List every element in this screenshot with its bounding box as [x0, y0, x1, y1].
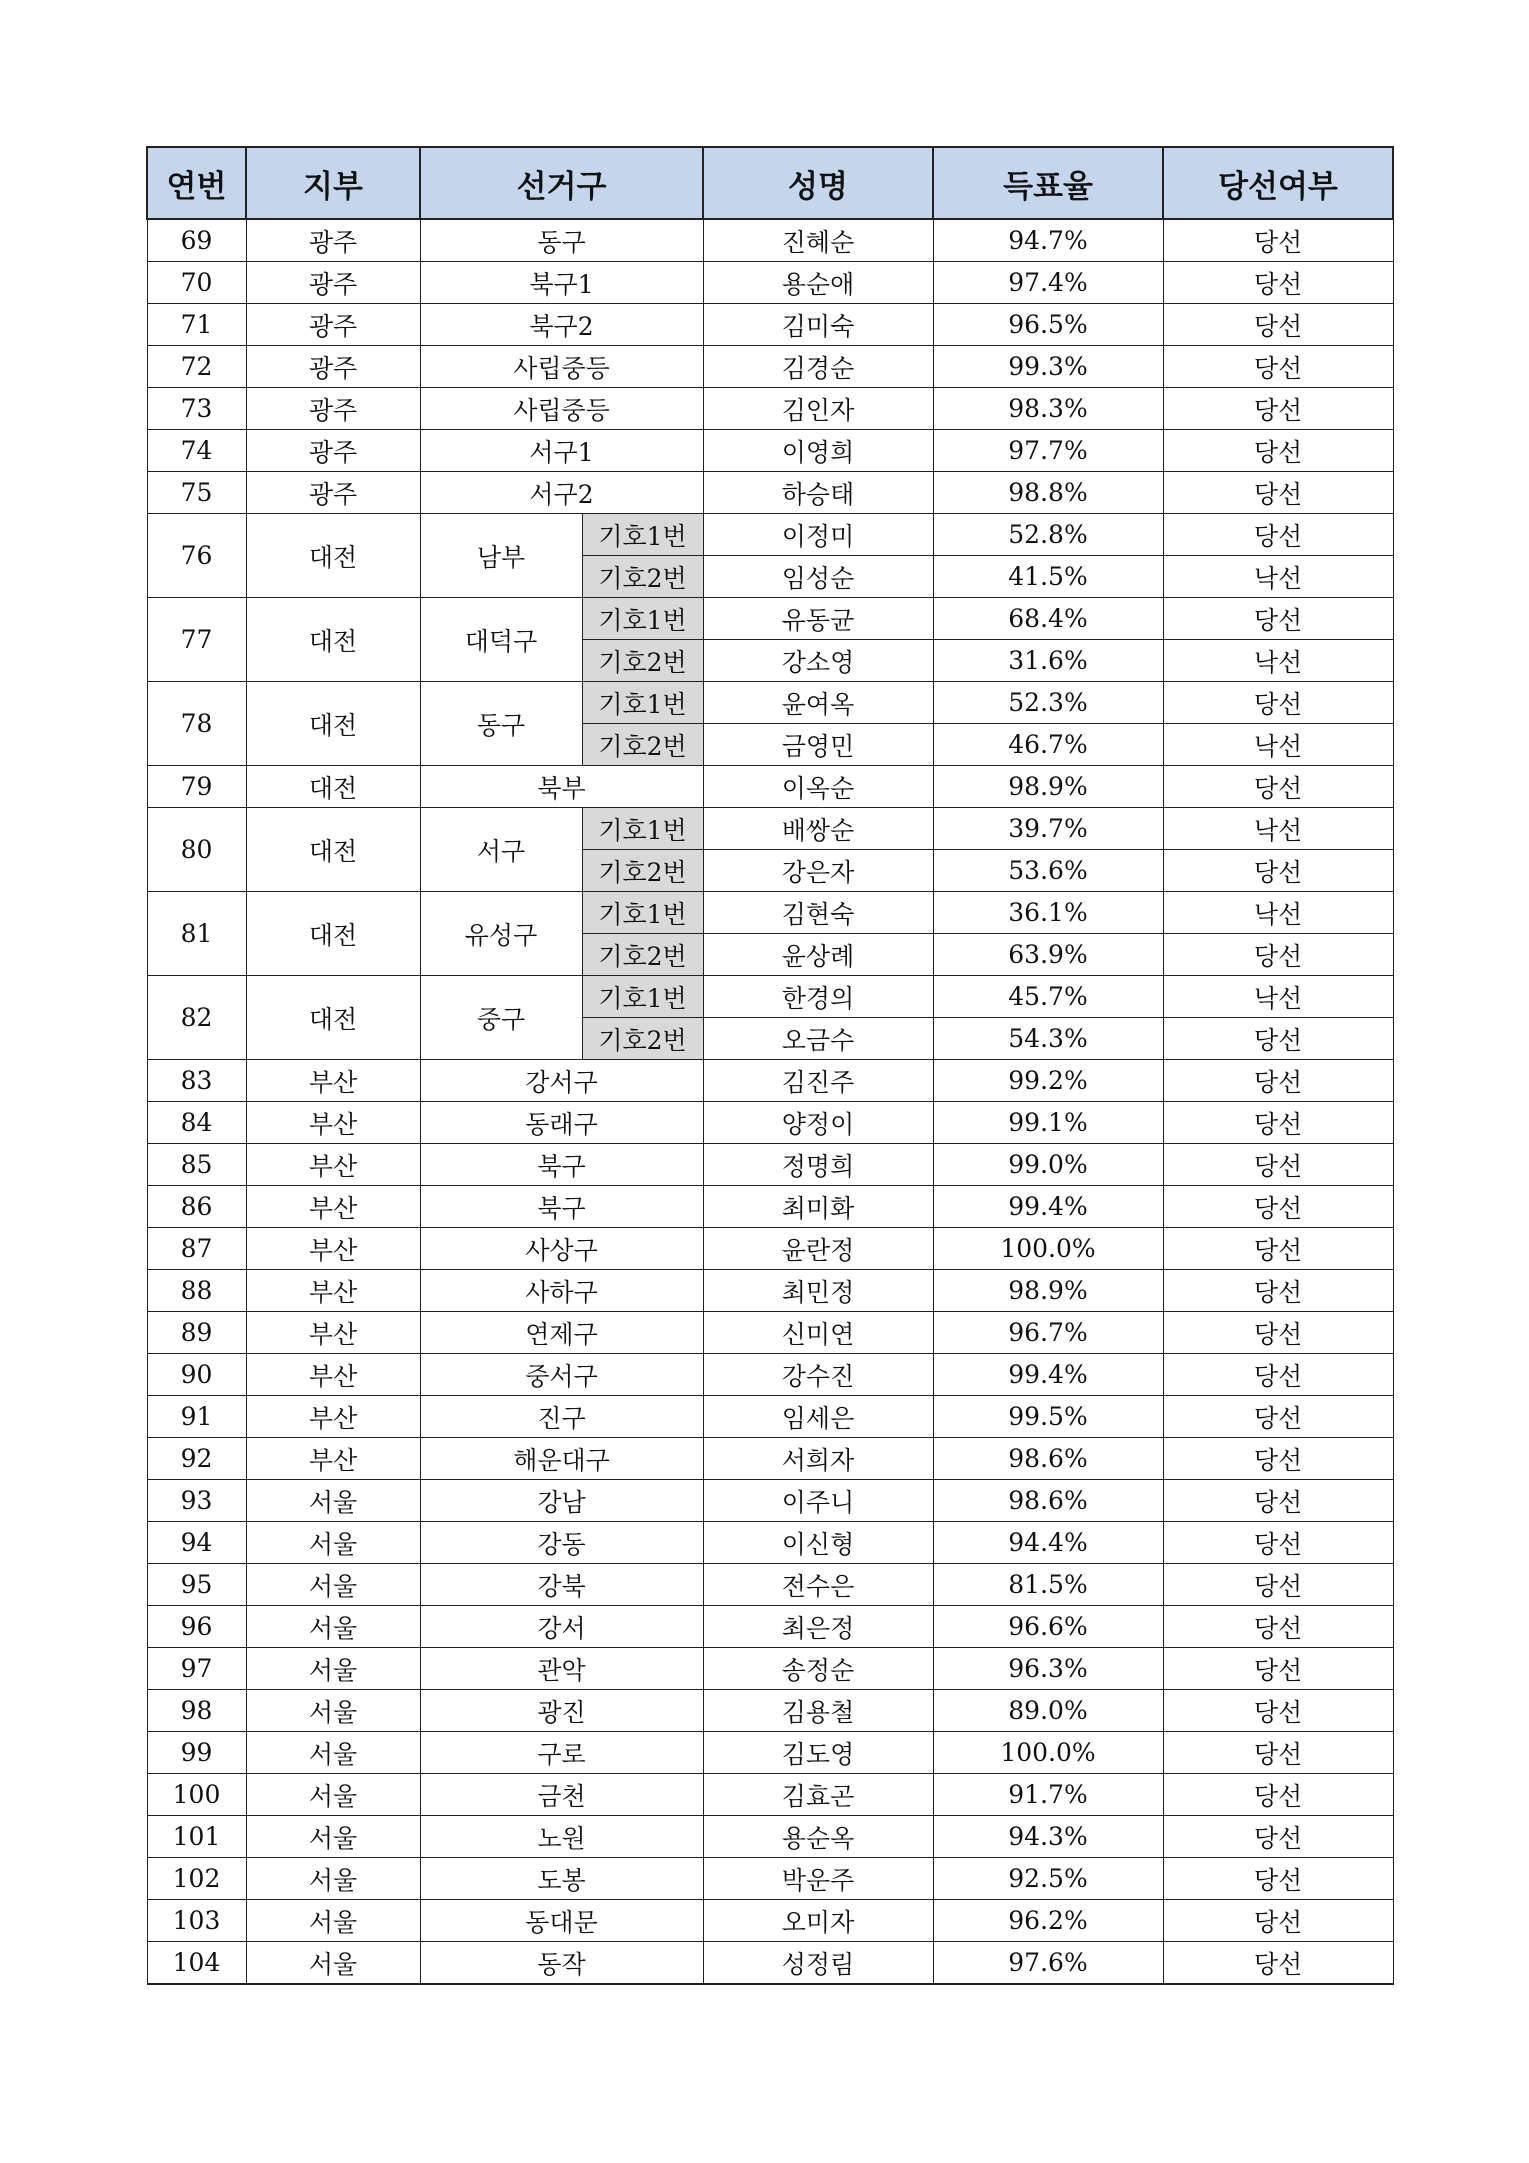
- cell-branch: 서울: [246, 1900, 420, 1942]
- cell-vote-rate: 96.6%: [933, 1606, 1163, 1648]
- cell-no: 74: [147, 430, 246, 472]
- cell-vote-rate: 52.3%: [933, 682, 1163, 724]
- cell-vote-rate: 99.4%: [933, 1186, 1163, 1228]
- cell-no: 88: [147, 1270, 246, 1312]
- cell-branch: 서울: [246, 1606, 420, 1648]
- cell-district: 강서구: [420, 1060, 703, 1102]
- cell-vote-rate: 53.6%: [933, 850, 1163, 892]
- header-district: 선거구: [420, 147, 703, 219]
- cell-result: 당선: [1163, 1522, 1393, 1564]
- cell-district: 북부: [420, 766, 703, 808]
- table-row: [147, 1102, 1393, 1144]
- cell-district: 사립중등: [420, 388, 703, 430]
- table-row: [147, 1228, 1393, 1270]
- cell-district: 금천: [420, 1774, 703, 1816]
- cell-name: 유동균: [703, 598, 933, 640]
- cell-ballot-number: 기호2번: [582, 556, 703, 598]
- table-row: [147, 1648, 1393, 1690]
- cell-district: 사하구: [420, 1270, 703, 1312]
- cell-no: 85: [147, 1144, 246, 1186]
- cell-no: 86: [147, 1186, 246, 1228]
- cell-vote-rate: 100.0%: [933, 1732, 1163, 1774]
- cell-no: 71: [147, 304, 246, 346]
- cell-name: 전수은: [703, 1564, 933, 1606]
- cell-name: 양정이: [703, 1102, 933, 1144]
- cell-name: 윤여옥: [703, 682, 933, 724]
- table-row: [147, 1354, 1393, 1396]
- cell-vote-rate: 96.3%: [933, 1648, 1163, 1690]
- cell-vote-rate: 99.0%: [933, 1144, 1163, 1186]
- cell-vote-rate: 98.6%: [933, 1480, 1163, 1522]
- cell-no: 76: [147, 514, 246, 598]
- cell-ballot-number: 기호2번: [582, 724, 703, 766]
- cell-district: 강북: [420, 1564, 703, 1606]
- cell-branch: 대전: [246, 892, 420, 976]
- cell-no: 99: [147, 1732, 246, 1774]
- cell-branch: 서울: [246, 1858, 420, 1900]
- cell-result: 당선: [1163, 1438, 1393, 1480]
- cell-branch: 부산: [246, 1312, 420, 1354]
- cell-district: 진구: [420, 1396, 703, 1438]
- table-row: [147, 1270, 1393, 1312]
- cell-result: 당선: [1163, 1480, 1393, 1522]
- cell-vote-rate: 97.7%: [933, 430, 1163, 472]
- table-row: [147, 1816, 1393, 1858]
- cell-vote-rate: 96.2%: [933, 1900, 1163, 1942]
- cell-name: 배쌍순: [703, 808, 933, 850]
- table-row: [147, 976, 1393, 1018]
- cell-no: 89: [147, 1312, 246, 1354]
- cell-ballot-number: 기호1번: [582, 598, 703, 640]
- cell-result: 당선: [1163, 1816, 1393, 1858]
- cell-vote-rate: 97.6%: [933, 1942, 1163, 1985]
- table-row: [147, 1060, 1393, 1102]
- cell-ballot-number: 기호2번: [582, 934, 703, 976]
- cell-name: 김용철: [703, 1690, 933, 1732]
- cell-name: 김경순: [703, 346, 933, 388]
- header-result: 당선여부: [1163, 147, 1393, 219]
- cell-district: 강서: [420, 1606, 703, 1648]
- cell-name: 김효곤: [703, 1774, 933, 1816]
- cell-name: 이신형: [703, 1522, 933, 1564]
- cell-result: 낙선: [1163, 808, 1393, 850]
- cell-ballot-number: 기호2번: [582, 640, 703, 682]
- cell-vote-rate: 98.9%: [933, 766, 1163, 808]
- cell-no: 79: [147, 766, 246, 808]
- cell-result: 당선: [1163, 430, 1393, 472]
- header-branch: 지부: [246, 147, 420, 219]
- cell-no: 77: [147, 598, 246, 682]
- cell-branch: 서울: [246, 1522, 420, 1564]
- cell-district: 서구2: [420, 472, 703, 514]
- table-row: [147, 1564, 1393, 1606]
- cell-vote-rate: 41.5%: [933, 556, 1163, 598]
- cell-branch: 부산: [246, 1060, 420, 1102]
- cell-district: 대덕구: [420, 598, 582, 682]
- cell-district: 동래구: [420, 1102, 703, 1144]
- header-row: [147, 147, 1393, 219]
- cell-name: 신미연: [703, 1312, 933, 1354]
- table-row: [147, 1438, 1393, 1480]
- cell-branch: 광주: [246, 346, 420, 388]
- cell-result: 당선: [1163, 1396, 1393, 1438]
- table-row: [147, 682, 1393, 724]
- cell-district: 강동: [420, 1522, 703, 1564]
- cell-no: 100: [147, 1774, 246, 1816]
- cell-result: 당선: [1163, 262, 1393, 304]
- cell-district: 북구: [420, 1186, 703, 1228]
- cell-no: 90: [147, 1354, 246, 1396]
- cell-result: 당선: [1163, 682, 1393, 724]
- cell-ballot-number: 기호2번: [582, 850, 703, 892]
- cell-result: 당선: [1163, 934, 1393, 976]
- table-row: [147, 219, 1393, 262]
- cell-district: 동구: [420, 219, 703, 262]
- cell-branch: 부산: [246, 1186, 420, 1228]
- cell-result: 당선: [1163, 850, 1393, 892]
- cell-result: 당선: [1163, 304, 1393, 346]
- cell-name: 정명희: [703, 1144, 933, 1186]
- cell-name: 금영민: [703, 724, 933, 766]
- cell-vote-rate: 31.6%: [933, 640, 1163, 682]
- cell-vote-rate: 98.8%: [933, 472, 1163, 514]
- cell-no: 94: [147, 1522, 246, 1564]
- cell-result: 당선: [1163, 1228, 1393, 1270]
- cell-no: 97: [147, 1648, 246, 1690]
- cell-result: 당선: [1163, 1690, 1393, 1732]
- cell-branch: 광주: [246, 388, 420, 430]
- table-row: [147, 1942, 1393, 1985]
- cell-branch: 부산: [246, 1102, 420, 1144]
- cell-name: 이영희: [703, 430, 933, 472]
- cell-branch: 서울: [246, 1732, 420, 1774]
- cell-result: 당선: [1163, 346, 1393, 388]
- cell-result: 낙선: [1163, 640, 1393, 682]
- cell-no: 75: [147, 472, 246, 514]
- table-row: [147, 1858, 1393, 1900]
- cell-no: 78: [147, 682, 246, 766]
- cell-vote-rate: 36.1%: [933, 892, 1163, 934]
- cell-name: 성정림: [703, 1942, 933, 1985]
- cell-no: 73: [147, 388, 246, 430]
- cell-branch: 광주: [246, 304, 420, 346]
- table-row: [147, 430, 1393, 472]
- cell-name: 김현숙: [703, 892, 933, 934]
- cell-no: 70: [147, 262, 246, 304]
- cell-name: 서희자: [703, 1438, 933, 1480]
- cell-branch: 대전: [246, 766, 420, 808]
- cell-result: 당선: [1163, 1648, 1393, 1690]
- cell-name: 강수진: [703, 1354, 933, 1396]
- table-row: [147, 808, 1393, 850]
- cell-district: 중서구: [420, 1354, 703, 1396]
- cell-name: 용순애: [703, 262, 933, 304]
- cell-ballot-number: 기호1번: [582, 514, 703, 556]
- cell-branch: 부산: [246, 1144, 420, 1186]
- cell-vote-rate: 63.9%: [933, 934, 1163, 976]
- cell-branch: 대전: [246, 598, 420, 682]
- cell-vote-rate: 46.7%: [933, 724, 1163, 766]
- table-row: [147, 346, 1393, 388]
- table-row: [147, 1522, 1393, 1564]
- cell-result: 낙선: [1163, 556, 1393, 598]
- cell-no: 80: [147, 808, 246, 892]
- cell-vote-rate: 99.1%: [933, 1102, 1163, 1144]
- cell-name: 하승태: [703, 472, 933, 514]
- cell-result: 낙선: [1163, 892, 1393, 934]
- cell-result: 당선: [1163, 1186, 1393, 1228]
- table-row: [147, 1480, 1393, 1522]
- cell-result: 당선: [1163, 1942, 1393, 1985]
- cell-no: 69: [147, 219, 246, 262]
- cell-vote-rate: 99.3%: [933, 346, 1163, 388]
- cell-result: 당선: [1163, 1312, 1393, 1354]
- cell-no: 91: [147, 1396, 246, 1438]
- table-row: [147, 766, 1393, 808]
- cell-no: 103: [147, 1900, 246, 1942]
- cell-district: 동구: [420, 682, 582, 766]
- cell-vote-rate: 97.4%: [933, 262, 1163, 304]
- cell-vote-rate: 96.7%: [933, 1312, 1163, 1354]
- cell-result: 당선: [1163, 1270, 1393, 1312]
- cell-result: 당선: [1163, 219, 1393, 262]
- table-body: [147, 219, 1393, 1984]
- cell-vote-rate: 96.5%: [933, 304, 1163, 346]
- cell-result: 당선: [1163, 1060, 1393, 1102]
- header-vote-rate: 득표율: [933, 147, 1163, 219]
- cell-branch: 부산: [246, 1270, 420, 1312]
- cell-name: 윤란정: [703, 1228, 933, 1270]
- cell-name: 김인자: [703, 388, 933, 430]
- cell-vote-rate: 100.0%: [933, 1228, 1163, 1270]
- cell-name: 이주니: [703, 1480, 933, 1522]
- cell-name: 김도영: [703, 1732, 933, 1774]
- cell-result: 당선: [1163, 1018, 1393, 1060]
- cell-vote-rate: 98.6%: [933, 1438, 1163, 1480]
- cell-result: 당선: [1163, 1102, 1393, 1144]
- table-header: [147, 147, 1393, 219]
- cell-branch: 서울: [246, 1690, 420, 1732]
- cell-no: 98: [147, 1690, 246, 1732]
- table-row: [147, 388, 1393, 430]
- cell-vote-rate: 98.3%: [933, 388, 1163, 430]
- cell-vote-rate: 54.3%: [933, 1018, 1163, 1060]
- cell-result: 당선: [1163, 1858, 1393, 1900]
- cell-name: 최은정: [703, 1606, 933, 1648]
- cell-result: 낙선: [1163, 976, 1393, 1018]
- cell-branch: 서울: [246, 1648, 420, 1690]
- cell-name: 임세은: [703, 1396, 933, 1438]
- cell-vote-rate: 81.5%: [933, 1564, 1163, 1606]
- cell-district: 남부: [420, 514, 582, 598]
- cell-district: 북구1: [420, 262, 703, 304]
- cell-name: 김미숙: [703, 304, 933, 346]
- table-row: [147, 1144, 1393, 1186]
- table-row: [147, 1186, 1393, 1228]
- cell-branch: 대전: [246, 514, 420, 598]
- cell-result: 당선: [1163, 472, 1393, 514]
- cell-district: 강남: [420, 1480, 703, 1522]
- cell-branch: 광주: [246, 262, 420, 304]
- cell-result: 당선: [1163, 1144, 1393, 1186]
- cell-branch: 서울: [246, 1816, 420, 1858]
- table-row: [147, 1774, 1393, 1816]
- cell-no: 87: [147, 1228, 246, 1270]
- cell-district: 동작: [420, 1942, 703, 1985]
- cell-branch: 서울: [246, 1564, 420, 1606]
- cell-district: 북구2: [420, 304, 703, 346]
- cell-no: 93: [147, 1480, 246, 1522]
- table-row: [147, 262, 1393, 304]
- cell-vote-rate: 94.4%: [933, 1522, 1163, 1564]
- cell-branch: 서울: [246, 1774, 420, 1816]
- cell-vote-rate: 89.0%: [933, 1690, 1163, 1732]
- cell-vote-rate: 39.7%: [933, 808, 1163, 850]
- table-row: [147, 472, 1393, 514]
- cell-district: 도봉: [420, 1858, 703, 1900]
- cell-result: 당선: [1163, 1354, 1393, 1396]
- table-row: [147, 598, 1393, 640]
- cell-name: 진혜순: [703, 219, 933, 262]
- cell-result: 당선: [1163, 1774, 1393, 1816]
- cell-branch: 광주: [246, 472, 420, 514]
- cell-result: 당선: [1163, 514, 1393, 556]
- cell-no: 83: [147, 1060, 246, 1102]
- cell-no: 95: [147, 1564, 246, 1606]
- cell-district: 동대문: [420, 1900, 703, 1942]
- table-row: [147, 1732, 1393, 1774]
- cell-branch: 광주: [246, 430, 420, 472]
- cell-name: 오미자: [703, 1900, 933, 1942]
- cell-name: 강소영: [703, 640, 933, 682]
- cell-vote-rate: 98.9%: [933, 1270, 1163, 1312]
- table-row: [147, 1690, 1393, 1732]
- cell-branch: 대전: [246, 808, 420, 892]
- cell-vote-rate: 99.4%: [933, 1354, 1163, 1396]
- cell-vote-rate: 45.7%: [933, 976, 1163, 1018]
- cell-result: 당선: [1163, 766, 1393, 808]
- cell-no: 96: [147, 1606, 246, 1648]
- cell-ballot-number: 기호1번: [582, 976, 703, 1018]
- cell-branch: 대전: [246, 682, 420, 766]
- cell-branch: 서울: [246, 1480, 420, 1522]
- cell-no: 92: [147, 1438, 246, 1480]
- cell-name: 최미화: [703, 1186, 933, 1228]
- cell-district: 사립중등: [420, 346, 703, 388]
- cell-branch: 서울: [246, 1942, 420, 1985]
- cell-result: 당선: [1163, 598, 1393, 640]
- election-results-table: [146, 146, 1394, 1985]
- cell-district: 중구: [420, 976, 582, 1060]
- cell-name: 강은자: [703, 850, 933, 892]
- cell-result: 당선: [1163, 1732, 1393, 1774]
- cell-result: 당선: [1163, 1606, 1393, 1648]
- cell-no: 84: [147, 1102, 246, 1144]
- cell-ballot-number: 기호1번: [582, 682, 703, 724]
- table-row: [147, 1900, 1393, 1942]
- cell-district: 서구1: [420, 430, 703, 472]
- cell-district: 서구: [420, 808, 582, 892]
- cell-vote-rate: 68.4%: [933, 598, 1163, 640]
- cell-district: 사상구: [420, 1228, 703, 1270]
- table-row: [147, 1606, 1393, 1648]
- cell-no: 104: [147, 1942, 246, 1985]
- cell-district: 북구: [420, 1144, 703, 1186]
- cell-no: 72: [147, 346, 246, 388]
- cell-vote-rate: 92.5%: [933, 1858, 1163, 1900]
- cell-no: 102: [147, 1858, 246, 1900]
- table-row: [147, 514, 1393, 556]
- cell-no: 82: [147, 976, 246, 1060]
- cell-name: 윤상례: [703, 934, 933, 976]
- cell-result: 당선: [1163, 388, 1393, 430]
- table-row: [147, 304, 1393, 346]
- cell-result: 낙선: [1163, 724, 1393, 766]
- cell-vote-rate: 94.7%: [933, 219, 1163, 262]
- cell-ballot-number: 기호2번: [582, 1018, 703, 1060]
- cell-branch: 부산: [246, 1354, 420, 1396]
- table-row: [147, 892, 1393, 934]
- cell-result: 당선: [1163, 1564, 1393, 1606]
- cell-name: 한경의: [703, 976, 933, 1018]
- cell-district: 유성구: [420, 892, 582, 976]
- header-name: 성명: [703, 147, 933, 219]
- cell-name: 최민정: [703, 1270, 933, 1312]
- cell-ballot-number: 기호1번: [582, 808, 703, 850]
- cell-branch: 부산: [246, 1438, 420, 1480]
- cell-vote-rate: 99.5%: [933, 1396, 1163, 1438]
- cell-district: 관악: [420, 1648, 703, 1690]
- table-row: [147, 1312, 1393, 1354]
- cell-name: 송정순: [703, 1648, 933, 1690]
- cell-branch: 부산: [246, 1228, 420, 1270]
- cell-no: 81: [147, 892, 246, 976]
- cell-branch: 대전: [246, 976, 420, 1060]
- cell-name: 이정미: [703, 514, 933, 556]
- header-no: 연번: [147, 147, 246, 219]
- cell-vote-rate: 91.7%: [933, 1774, 1163, 1816]
- cell-district: 광진: [420, 1690, 703, 1732]
- cell-name: 용순옥: [703, 1816, 933, 1858]
- cell-name: 박운주: [703, 1858, 933, 1900]
- cell-ballot-number: 기호1번: [582, 892, 703, 934]
- cell-district: 해운대구: [420, 1438, 703, 1480]
- table-row: [147, 1396, 1393, 1438]
- cell-vote-rate: 94.3%: [933, 1816, 1163, 1858]
- cell-name: 이옥순: [703, 766, 933, 808]
- cell-branch: 광주: [246, 219, 420, 262]
- cell-branch: 부산: [246, 1396, 420, 1438]
- cell-district: 연제구: [420, 1312, 703, 1354]
- cell-vote-rate: 52.8%: [933, 514, 1163, 556]
- cell-name: 김진주: [703, 1060, 933, 1102]
- cell-name: 오금수: [703, 1018, 933, 1060]
- cell-vote-rate: 99.2%: [933, 1060, 1163, 1102]
- cell-name: 임성순: [703, 556, 933, 598]
- cell-no: 101: [147, 1816, 246, 1858]
- cell-district: 노원: [420, 1816, 703, 1858]
- cell-result: 당선: [1163, 1900, 1393, 1942]
- cell-district: 구로: [420, 1732, 703, 1774]
